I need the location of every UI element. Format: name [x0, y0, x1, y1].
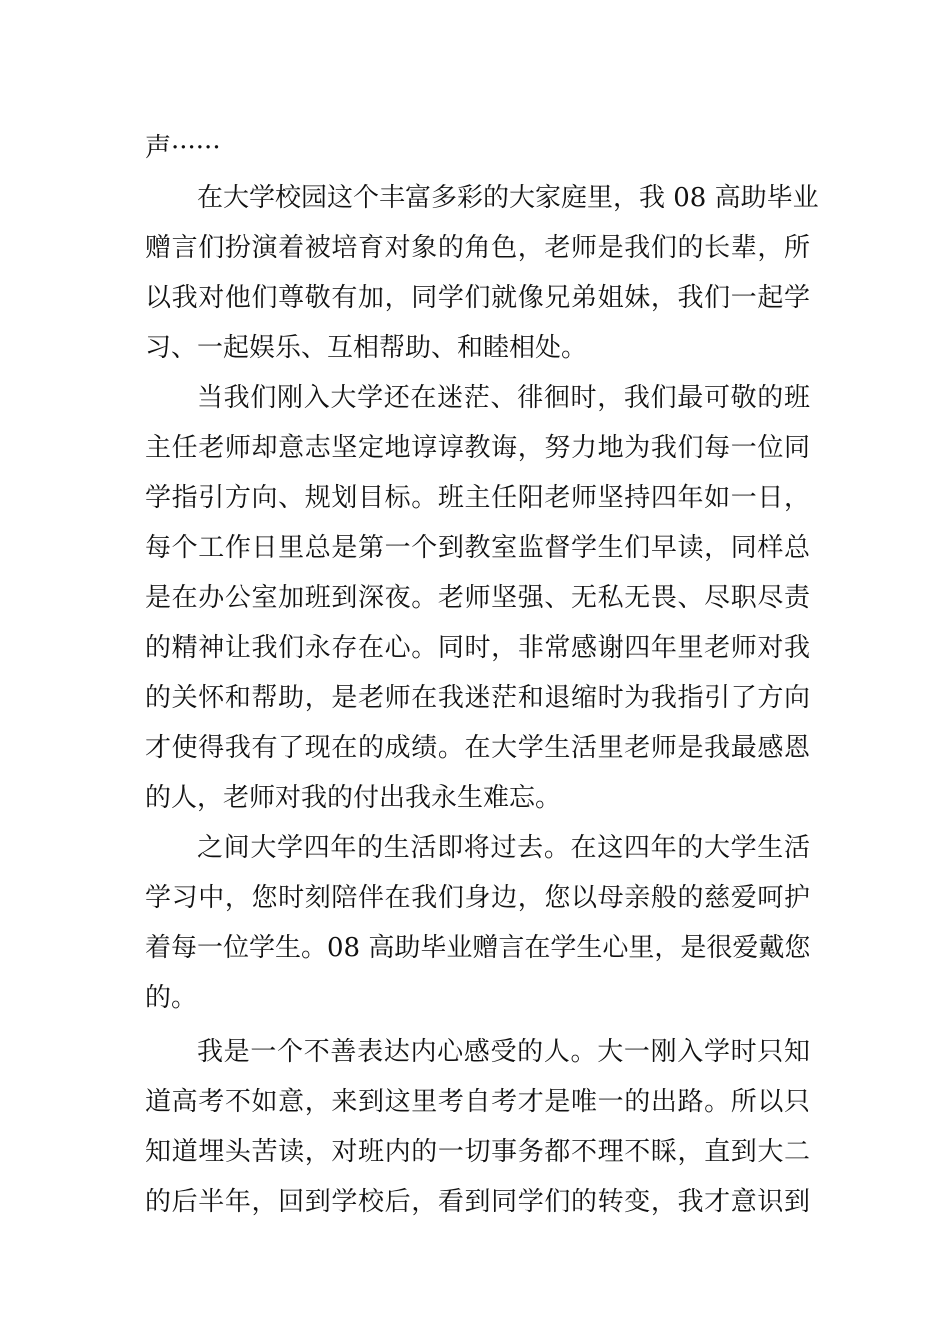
paragraph-line: 在大学校园这个丰富多彩的大家庭里，我 08 高助毕业: [197, 183, 819, 213]
paragraph-1: [145, 173, 819, 373]
paragraph-line: 的人，老师对我的付出我永生难忘。: [145, 783, 562, 813]
paragraph-line: 才使得我有了现在的成绩。在大学生活里老师是我最感恩: [145, 733, 810, 763]
paragraph-3: [145, 823, 810, 1023]
paragraph-line: 我是一个不善表达内心感受的人。大一刚入学时只知: [197, 1037, 810, 1067]
paragraph-line: 道高考不如意，来到这里考自考才是唯一的出路。所以只: [145, 1087, 810, 1117]
paragraph-line: 的后半年，回到学校后，看到同学们的转变，我才意识到: [145, 1187, 810, 1217]
lead-fragment: 声······: [145, 133, 221, 163]
paragraph-2: [145, 373, 810, 823]
paragraph-line: 着每一位学生。08 高助毕业赠言在学生心里，是很爱戴您: [145, 933, 811, 963]
paragraph-line: 赠言们扮演着被培育对象的角色，老师是我们的长辈，所: [145, 233, 810, 263]
paragraph-line: 学习中，您时刻陪伴在我们身边，您以母亲般的慈爱呵护: [145, 883, 810, 913]
paragraph-line: 习、一起娱乐、互相帮助、和睦相处。: [145, 333, 588, 363]
paragraph-line: 的关怀和帮助，是老师在我迷茫和退缩时为我指引了方向: [145, 683, 810, 713]
paragraph-line: 的精神让我们永存在心。同时，非常感谢四年里老师对我: [145, 633, 810, 663]
paragraph-line: 主任老师却意志坚定地谆谆教诲，努力地为我们每一位同: [145, 433, 810, 463]
paragraph-line: 是在办公室加班到深夜。老师坚强、无私无畏、尽职尽责: [145, 583, 810, 613]
document-body: [145, 123, 819, 1227]
paragraph-line: 之间大学四年的生活即将过去。在这四年的大学生活: [197, 833, 810, 863]
paragraph-4: [145, 1027, 810, 1227]
paragraph-line: 每个工作日里总是第一个到教室监督学生们早读，同样总: [145, 533, 810, 563]
paragraph-line: 学指引方向、规划目标。班主任阳老师坚持四年如一日，: [145, 483, 810, 513]
paragraph-line: 以我对他们尊敬有加，同学们就像兄弟姐妹，我们一起学: [145, 283, 810, 313]
paragraph-line: 的。: [145, 983, 198, 1013]
paragraph-line: 知道埋头苦读，对班内的一切事务都不理不睬，直到大二: [145, 1137, 810, 1167]
paragraph-line: 当我们刚入大学还在迷茫、徘徊时，我们最可敬的班: [197, 383, 810, 413]
